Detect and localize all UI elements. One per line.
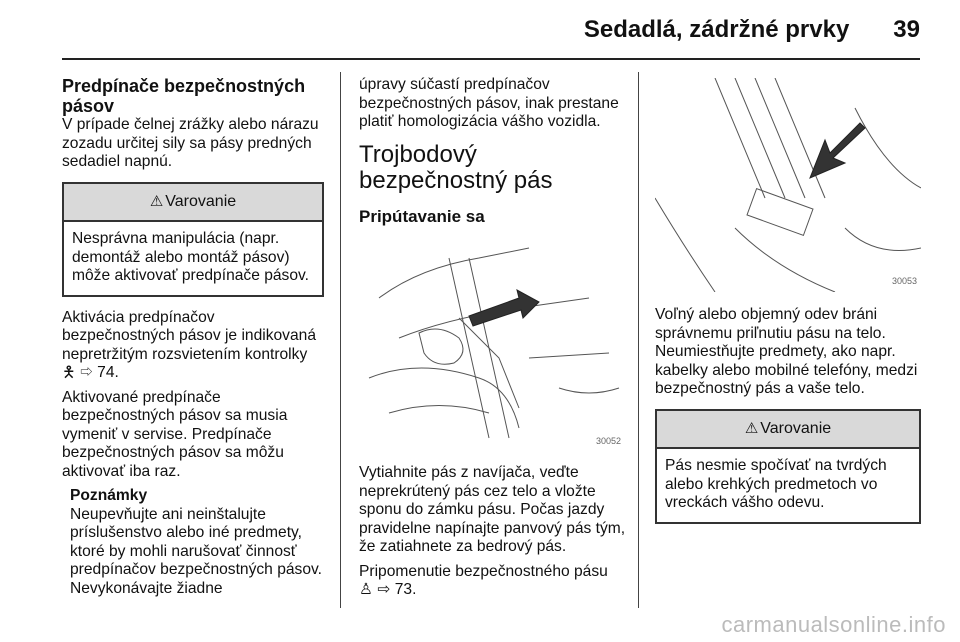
section-heading: Predpínače bezpečnostných pásov <box>62 76 306 116</box>
page-reference: 74. <box>97 364 119 381</box>
page-reference-icon: ⇨ <box>377 581 391 598</box>
page-reference-icon: ⇨ <box>80 364 93 381</box>
warning-header <box>657 411 919 450</box>
note-title: Poznámky <box>70 487 148 504</box>
column-divider <box>340 72 341 608</box>
continued-paragraph: úpravy súčastí predpínačov bezpečnostných pásov, inak prestane platiť homologizácia vášho vozidla. <box>359 76 619 130</box>
section-heading: Trojbodový bezpečnostný pás <box>359 140 553 194</box>
note-block <box>70 487 324 598</box>
warning-box <box>655 409 921 524</box>
seatbelt-buckling-illustration <box>359 238 625 452</box>
page-number: 39 <box>893 16 920 43</box>
seatbelt-clothing-illustration <box>655 78 921 292</box>
column-right <box>655 76 921 536</box>
paragraph: Aktivované predpínače bezpečnostných pásov sa musia vymeniť v servise. Predpínače bezpečnostných pásov sa môžu aktivovať iba raz. <box>62 388 288 480</box>
header-rule <box>62 58 920 60</box>
warning-box <box>62 182 324 297</box>
figure-number: 30053 <box>891 275 917 286</box>
warning-triangle-icon: ⚠ <box>744 419 759 437</box>
page-reference: 73. <box>394 581 417 598</box>
paragraph: Aktivácia predpínačov bezpečnostných pásov je indikovaná nepretržitým rozsvietením kontrolky 🯅 ⇨ 74. <box>62 308 316 381</box>
seatbelt-tensioner-icon: 🯅 <box>62 364 76 381</box>
figure-clothing <box>655 78 921 292</box>
seatbelt-reminder-icon: ♙ <box>359 581 373 598</box>
page-title: Sedadlá, zádržné prvky <box>583 16 850 43</box>
figure-buckling <box>359 238 625 452</box>
paragraph: Pripomenutie bezpečnostného pásu ♙ ⇨ 73. <box>359 562 608 598</box>
warning-title: Varovanie <box>760 419 832 437</box>
column-middle <box>359 76 627 606</box>
watermark: carmanualsonline.info <box>721 612 946 637</box>
warning-body: Pás nesmie spočívať na tvrdých alebo krehkých predmetoch vo vreckách vášho odevu. <box>665 457 887 511</box>
warning-header <box>64 184 322 223</box>
subsection-heading: Pripútavanie sa <box>359 206 485 226</box>
page-header <box>584 16 920 44</box>
warning-title: Varovanie <box>165 192 237 210</box>
warning-triangle-icon: ⚠ <box>149 192 164 210</box>
column-left <box>62 76 324 598</box>
figure-number: 30052 <box>595 435 621 446</box>
paragraph: Voľný alebo objemný odev bráni správnemu priľnutiu pásu na telo. Neumiestňujte predmety, ako napr. kabelky alebo mobilné telefóny, medzi bezpečnostný pás a vaše telo. <box>655 306 918 397</box>
warning-body: Nesprávna manipulácia (napr. demontáž alebo montáž pásov) môže aktivovať predpínače pásov. <box>72 230 309 284</box>
column-divider <box>638 72 639 608</box>
paragraph: Vytiahnite pás z navíjača, veďte neprekrútený pás cez telo a vložte sponu do zámku pásu. Počas jazdy pravidelne napínajte panvový pás tým, že zatiahnete za bedrový pás. <box>359 464 626 555</box>
note-body: Neupevňujte ani neinštalujte príslušenstvo alebo iné predmety, ktoré by mohli narušovať činnosť predpínačov bezpečnostných pásov. Nevykonávajte žiadne <box>70 505 322 597</box>
intro-paragraph: V prípade čelnej zrážky alebo nárazu zozadu určitej sily sa pásy predných sedadiel napnú. <box>62 116 319 170</box>
